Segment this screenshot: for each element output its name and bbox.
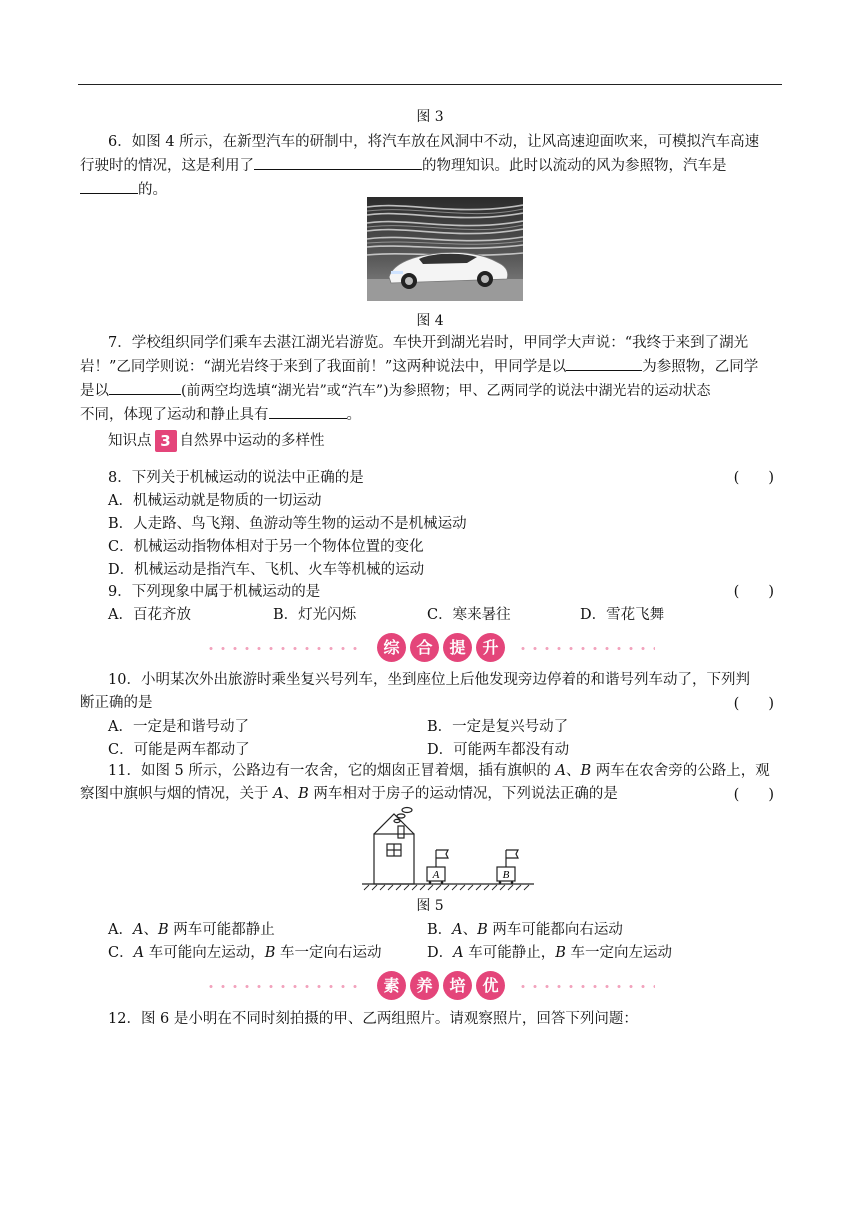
q11-text-b: 两车在农舍旁的公路上，观 — [591, 763, 770, 779]
q7-line1: 7．学校组织同学们乘车去湛江湖光岩游览。车快开到湖光岩时，甲同学大声说：“我终于来到了湖光 — [108, 335, 749, 351]
q9-option-d[interactable]: D．雪花飞舞 — [580, 607, 665, 623]
q11-option-d[interactable] — [427, 941, 672, 962]
banner-char-2: 合 — [410, 633, 439, 662]
banner2-dots-left — [205, 985, 365, 988]
q8-answer-paren[interactable]: ( ) — [733, 470, 774, 486]
q11-b-sep: 、 — [462, 922, 478, 938]
q11-c-text2: 车一定向右运动 — [279, 945, 382, 961]
q11-d-var2: B — [555, 945, 566, 961]
q11-answer-paren[interactable]: ( ) — [733, 787, 774, 803]
q7-text-e: 不同，体现了运动和静止具有 — [80, 407, 269, 423]
figure-4-caption: 图 4 — [416, 313, 444, 329]
knowledge-title: 自然界中运动的多样性 — [179, 433, 325, 449]
q11-d-var1: A — [453, 945, 464, 961]
q10-option-b[interactable]: B．一定是复兴号动了 — [427, 719, 569, 735]
figure-4-wind-tunnel-photo — [367, 197, 523, 301]
q11-a-text: 两车可能都静止 — [173, 922, 275, 938]
q11-a-label: A． — [108, 922, 133, 938]
q8-option-c[interactable]: C．机械运动指物体相对于另一个物体位置的变化 — [108, 539, 424, 555]
q11-option-a[interactable] — [108, 918, 275, 939]
knowledge-number-badge: 3 — [155, 430, 177, 452]
question-11 — [80, 760, 782, 806]
q9-option-c[interactable]: C．寒来暑往 — [427, 607, 511, 623]
q8-stem: 8．下列关于机械运动的说法中正确的是 — [108, 470, 364, 486]
q11-c-label: C． — [108, 945, 134, 961]
q10-line1: 10．小明某次外出旅游时乘坐复兴号列车，坐到座位上后他发现旁边停着的和谐号列车动了，下列判 — [108, 672, 750, 688]
q10-answer-paren[interactable]: ( ) — [733, 696, 774, 712]
q11-d-label: D． — [427, 945, 454, 961]
q11-b-var1: A — [452, 922, 463, 938]
top-rule — [78, 84, 782, 85]
wind-tunnel-car-image — [367, 197, 523, 301]
q7-text-f: 。 — [346, 407, 361, 423]
banner-dots-right — [517, 647, 655, 650]
q11-d-text1: 车可能静止， — [468, 945, 556, 961]
q11-b-label: B． — [427, 922, 453, 938]
q11-option-b[interactable] — [427, 918, 623, 939]
q11-d-text2: 车一定向左运动 — [570, 945, 672, 961]
q6-line1: 6．如图 4 所示，在新型汽车的研制中，将汽车放在风洞中不动，让风高速迎面吹来，可模拟汽车高速 — [108, 134, 760, 150]
q11-text-a: 11．如图 5 所示，公路边有一农舍，它的烟囱正冒着烟，插有旗帜的 — [108, 763, 556, 779]
q10-line2: 断正确的是 — [80, 695, 153, 711]
q9-stem: 9．下列现象中属于机械运动的是 — [108, 584, 321, 600]
q11-var-a: A — [555, 763, 566, 779]
q10-option-a[interactable]: A．一定是和谐号动了 — [108, 719, 249, 735]
q6-blank-2[interactable] — [80, 178, 138, 194]
q11-var-b2: B — [298, 786, 309, 802]
q11-sep2: 、 — [283, 786, 299, 802]
banner2-char-1: 素 — [377, 971, 406, 1000]
q7-blank-2[interactable] — [109, 379, 181, 395]
banner2-char-3: 培 — [443, 971, 472, 1000]
figure-3-caption: 图 3 — [416, 109, 444, 125]
banner-dots-left — [205, 647, 365, 650]
question-12 — [80, 1008, 782, 1031]
banner2-char-4: 优 — [476, 971, 505, 1000]
car-a-label: A — [432, 869, 440, 881]
question-6 — [80, 131, 782, 202]
question-10 — [80, 669, 782, 715]
q11-a-var1: A — [132, 922, 144, 938]
q7-text-d: (前两空均选填“湖光岩”或“汽车”)为参照物；甲、乙两同学的说法中湖光岩的运动状态 — [181, 383, 711, 399]
q11-c-text1: 车可能向左运动， — [148, 945, 265, 961]
knowledge-point-heading — [108, 429, 325, 452]
q8-option-d[interactable]: D．机械运动是指汽车、飞机、火车等机械的运动 — [108, 562, 425, 578]
q11-text-d: 两车相对于房子的运动情况，下列说法正确的是 — [308, 786, 618, 802]
q11-var-a2: A — [273, 786, 284, 802]
q6-text-b: 的物理知识。此时以流动的风为参照物，汽车是 — [422, 158, 727, 174]
banner-char-4: 升 — [476, 633, 505, 662]
q7-blank-3[interactable] — [269, 403, 347, 419]
q9-option-b[interactable]: B．灯光闪烁 — [273, 607, 357, 623]
q11-b-text: 两车可能都向右运动 — [492, 922, 623, 938]
q11-sep: 、 — [566, 763, 581, 779]
q11-c-var1: A — [133, 945, 145, 961]
q11-a-var2: B — [157, 922, 169, 938]
q7-blank-1[interactable] — [566, 355, 642, 371]
q11-var-b: B — [580, 763, 592, 779]
q11-b-var2: B — [477, 922, 488, 938]
q8-option-a[interactable]: A．机械运动就是物质的一切运动 — [108, 493, 322, 509]
q11-c-var2: B — [264, 945, 276, 961]
question-7 — [80, 332, 782, 427]
q8-option-b[interactable]: B．人走路、鸟飞翔、鱼游动等生物的运动不是机械运动 — [108, 516, 467, 532]
q11-a-sep: 、 — [143, 922, 158, 938]
q7-text-a: 岩！”乙同学则说：“湖光岩终于来到了我面前！”这两种说法中，甲同学是以 — [80, 359, 567, 375]
q6-text-a: 行驶时的情况，这是利用了 — [80, 158, 254, 174]
q11-option-c[interactable] — [108, 941, 381, 962]
q9-answer-paren[interactable]: ( ) — [733, 584, 774, 600]
figure-5-caption: 图 5 — [416, 898, 444, 914]
q7-text-c: 是以 — [80, 383, 109, 399]
q12-line1: 12．图 6 是小明在不同时刻拍摄的甲、乙两组照片。请观察照片，回答下列问题： — [108, 1011, 638, 1027]
q10-option-d[interactable]: D．可能两车都没有动 — [427, 742, 570, 758]
banner-char-3: 提 — [443, 633, 472, 662]
q6-blank-1[interactable] — [254, 154, 422, 170]
banner2-dots-right — [517, 985, 655, 988]
banner2-char-2: 养 — [410, 971, 439, 1000]
car-b-label: B — [502, 869, 510, 881]
section-banner-comprehensive — [205, 633, 655, 663]
q6-text-c: 的。 — [138, 182, 167, 198]
figure-5-house-and-cars — [360, 806, 536, 892]
q11-text-c: 察图中旗帜与烟的情况，关于 — [80, 786, 274, 802]
q10-option-c[interactable]: C．可能是两车都动了 — [108, 742, 250, 758]
knowledge-prefix: 知识点 — [108, 433, 152, 449]
banner-char-1: 综 — [377, 633, 406, 662]
q9-option-a[interactable]: A．百花齐放 — [108, 607, 191, 623]
section-banner-literacy — [205, 971, 655, 1001]
q7-text-b: 为参照物，乙同学 — [642, 359, 759, 375]
